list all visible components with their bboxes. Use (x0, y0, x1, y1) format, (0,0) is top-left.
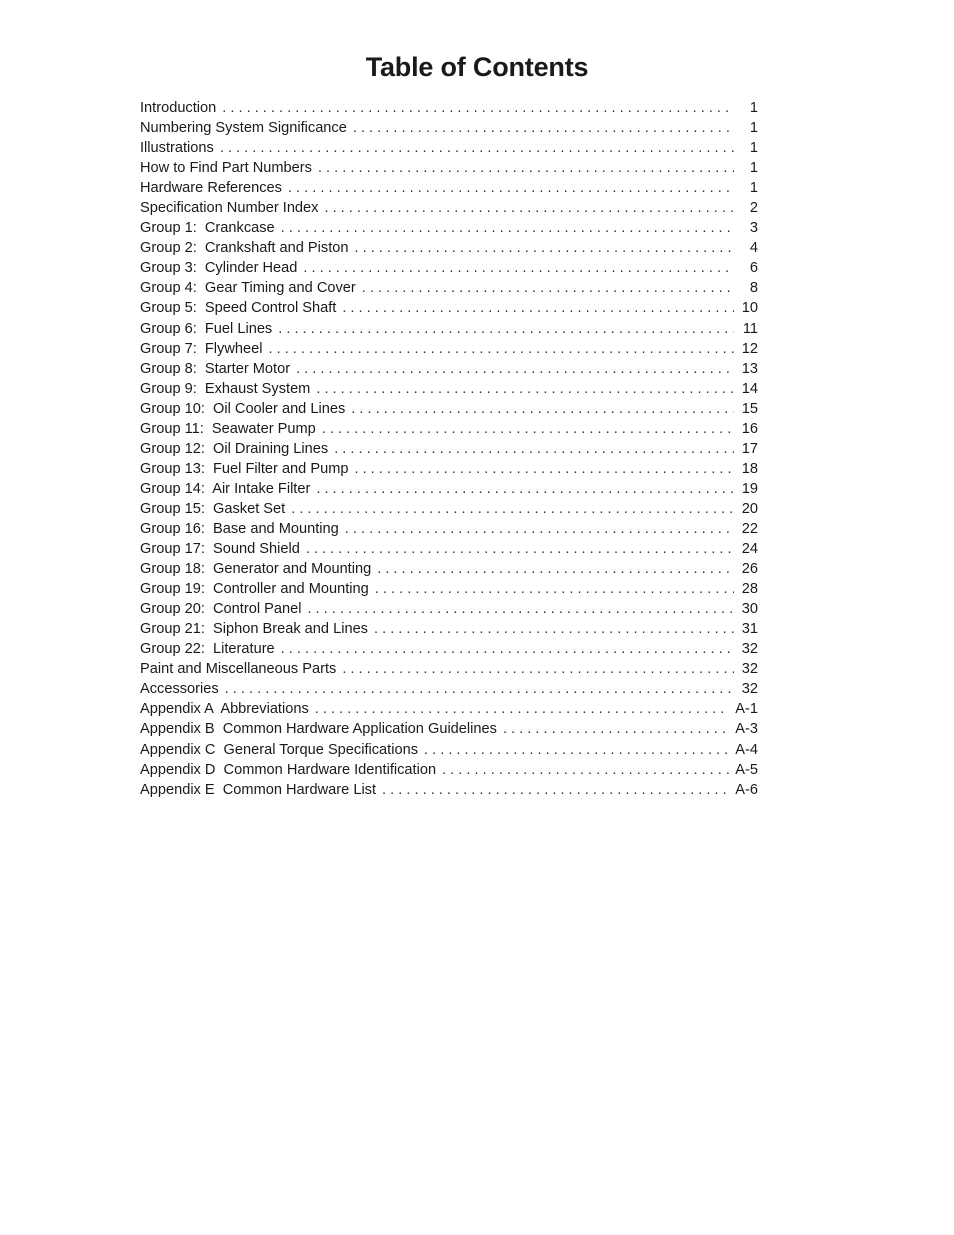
toc-entry-label: Group 4: Gear Timing and Cover (140, 280, 356, 297)
toc-entry[interactable] (140, 740, 758, 760)
dot-leader (354, 238, 734, 258)
dot-leader (225, 679, 734, 699)
dot-leader (375, 579, 734, 599)
toc-entry[interactable] (140, 178, 758, 198)
toc-entry-page: 1 (749, 160, 758, 177)
toc-entry[interactable] (140, 218, 758, 238)
dot-leader (374, 619, 734, 639)
toc-entry-page: 20 (741, 500, 758, 517)
dot-leader (353, 118, 734, 138)
toc-entry-label: Group 3: Cylinder Head (140, 260, 298, 277)
toc-entry-page: 24 (741, 541, 758, 558)
toc-entry[interactable] (140, 639, 758, 659)
toc-entry[interactable] (140, 379, 758, 399)
toc-entry[interactable] (140, 699, 758, 719)
toc-entry[interactable] (140, 499, 758, 519)
toc-entry-label: Group 21: Siphon Break and Lines (140, 621, 368, 638)
toc-entry-page: 1 (749, 140, 758, 157)
toc-entry-label: Appendix E Common Hardware List (140, 781, 377, 798)
toc-entry[interactable] (140, 679, 758, 699)
toc-entry-label: Appendix B Common Hardware Application Guidelines (140, 721, 497, 738)
toc-entry-page: 16 (741, 420, 758, 437)
dot-leader (315, 699, 730, 719)
toc-entry-label: Group 13: Fuel Filter and Pump (140, 460, 349, 477)
toc-entry[interactable] (140, 278, 758, 298)
toc-entry-label: Group 5: Speed Control Shaft (140, 300, 337, 317)
dot-leader (351, 399, 734, 419)
toc-entry-page: 13 (741, 360, 758, 377)
toc-entry[interactable] (140, 98, 758, 118)
toc-entry[interactable] (140, 619, 758, 639)
toc-entry-label: Specification Number Index (140, 200, 319, 217)
dot-leader (318, 158, 734, 178)
dot-leader (222, 98, 734, 118)
dot-leader (382, 780, 729, 800)
toc-entry-page: 19 (741, 480, 758, 497)
toc-entry-page: 1 (749, 120, 758, 137)
toc-entry-page: 26 (741, 561, 758, 578)
toc-entry-page: 8 (749, 280, 758, 297)
toc-entry-label: Numbering System Significance (140, 120, 347, 137)
toc-entry[interactable] (140, 198, 758, 218)
toc-entry-label: Group 8: Starter Motor (140, 360, 291, 377)
toc-entry-label: Group 15: Gasket Set (140, 500, 286, 517)
dot-leader (442, 760, 729, 780)
toc-entry[interactable] (140, 319, 758, 339)
dot-leader (296, 359, 734, 379)
toc-entry[interactable] (140, 780, 758, 800)
toc-entry-label: Group 12: Oil Draining Lines (140, 440, 329, 457)
dot-leader (316, 479, 734, 499)
dot-leader (316, 379, 734, 399)
toc-entry-label: Hardware References (140, 180, 282, 197)
toc-entry-label: Group 18: Generator and Mounting (140, 561, 372, 578)
toc-entry-page: 18 (741, 460, 758, 477)
toc-entry-label: Group 1: Crankcase (140, 220, 275, 237)
toc-entry[interactable] (140, 439, 758, 459)
toc-entry-label: Introduction (140, 100, 217, 116)
toc-entry-page: 1 (749, 100, 758, 116)
toc-entry[interactable] (140, 118, 758, 138)
toc-entry-label: Appendix D Common Hardware Identification (140, 761, 437, 778)
dot-leader (291, 499, 734, 519)
dot-leader (306, 539, 734, 559)
toc-entry-page: 11 (742, 320, 758, 337)
toc-entry-page: 30 (741, 601, 758, 618)
page-title: Table of Contents (365, 52, 589, 82)
toc-entry[interactable] (140, 339, 758, 359)
toc-entry-page: 15 (741, 400, 758, 417)
dot-leader (322, 419, 734, 439)
toc-entry-label: Appendix C General Torque Specifications (140, 741, 418, 758)
dot-leader (281, 218, 734, 238)
toc-entry[interactable] (140, 539, 758, 559)
dot-leader (303, 258, 734, 278)
dot-leader (342, 659, 734, 679)
toc-entry[interactable] (140, 459, 758, 479)
toc-entry-page: 10 (741, 300, 758, 317)
toc-entry-label: How to Find Part Numbers (140, 160, 312, 177)
dot-leader (342, 298, 734, 318)
toc-entry[interactable] (140, 599, 758, 619)
dot-leader (334, 439, 734, 459)
toc-entry-label: Paint and Miscellaneous Parts (140, 661, 337, 678)
toc-entry-page: 32 (741, 681, 758, 698)
toc-entry[interactable] (140, 519, 758, 539)
dot-leader (307, 599, 734, 619)
toc-entry-page: 22 (741, 520, 758, 537)
toc-entry-page: 32 (741, 661, 758, 678)
dot-leader (278, 319, 734, 339)
toc-entry[interactable] (140, 158, 758, 178)
dot-leader (354, 459, 734, 479)
dot-leader (424, 740, 729, 760)
toc-entry-page: 1 (749, 180, 758, 197)
toc-entry[interactable] (140, 238, 758, 258)
toc-entry-page: 28 (741, 581, 758, 598)
toc-entry-label: Group 16: Base and Mounting (140, 520, 339, 537)
dot-leader (268, 339, 734, 359)
toc-entry-label: Group 19: Controller and Mounting (140, 581, 369, 598)
toc-entry[interactable] (140, 719, 758, 739)
toc-entry-label: Group 22: Literature (140, 641, 275, 658)
toc-entry[interactable] (140, 399, 758, 419)
toc-entry[interactable] (140, 258, 758, 278)
dot-leader (345, 519, 734, 539)
toc-entry[interactable] (140, 138, 758, 158)
toc-entry[interactable] (140, 559, 758, 579)
toc-entry-label: Group 10: Oil Cooler and Lines (140, 400, 346, 417)
toc-entry-label: Group 11: Seawater Pump (140, 420, 316, 437)
toc-entry-page: 14 (741, 380, 758, 397)
dot-leader (377, 559, 734, 579)
toc-entry[interactable] (140, 479, 758, 499)
toc-entry-page: 2 (749, 200, 758, 217)
toc-entry-label: Appendix A Abbreviations (140, 701, 309, 718)
toc-entry-label: Group 20: Control Panel (140, 601, 302, 618)
toc-entry-page: A-5 (735, 761, 758, 778)
toc-entry-page: A-3 (735, 721, 758, 738)
toc-entry[interactable] (140, 298, 758, 318)
toc-entry[interactable] (140, 419, 758, 439)
toc-entry-page: A-6 (735, 781, 758, 798)
toc-entry-page: 32 (741, 641, 758, 658)
toc-list (140, 98, 758, 800)
toc-entry-label: Group 17: Sound Shield (140, 541, 300, 558)
toc-entry-page: 6 (749, 260, 758, 277)
dot-leader (503, 719, 729, 739)
toc-entry-page: 3 (749, 220, 758, 237)
toc-entry-page: 17 (741, 440, 758, 457)
toc-entry-label: Group 2: Crankshaft and Piston (140, 240, 349, 257)
dot-leader (288, 178, 734, 198)
toc-entry-page: 4 (749, 240, 758, 257)
toc-entry-page: A-1 (735, 701, 758, 718)
toc-entry-label: Group 9: Exhaust System (140, 380, 311, 397)
dot-leader (220, 138, 734, 158)
toc-entry-label: Accessories (140, 681, 219, 698)
toc-entry-label: Illustrations (140, 140, 214, 157)
toc-entry-page: A-4 (735, 741, 758, 758)
toc-entry[interactable] (140, 760, 758, 780)
toc-entry[interactable] (140, 359, 758, 379)
toc-entry-label: Group 14: Air Intake Filter (140, 480, 311, 497)
toc-entry[interactable] (140, 659, 758, 679)
toc-entry-label: Group 6: Fuel Lines (140, 320, 273, 337)
toc-entry-page: 31 (741, 621, 758, 638)
toc-entry-label: Group 7: Flywheel (140, 340, 263, 357)
dot-leader (362, 278, 734, 298)
dot-leader (281, 639, 734, 659)
dot-leader (324, 198, 734, 218)
toc-entry[interactable] (140, 579, 758, 599)
toc-entry-page: 12 (741, 340, 758, 357)
